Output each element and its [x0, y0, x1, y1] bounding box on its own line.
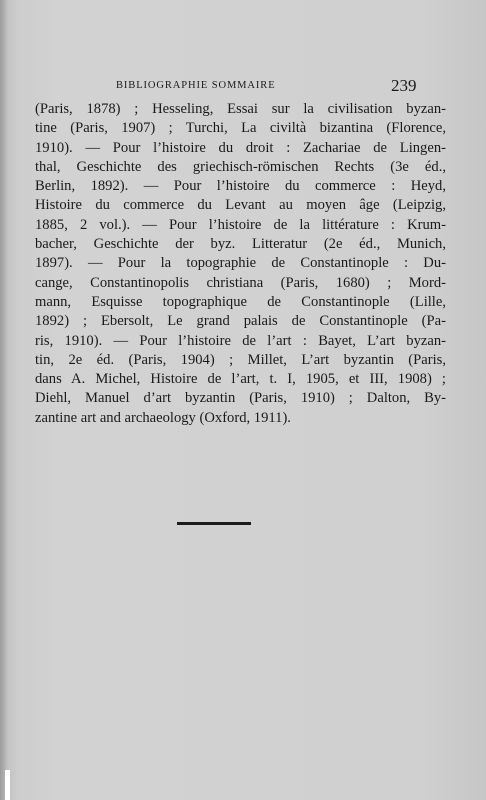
text-line: 1897). — Pour la topographie de Constantinople : Du-: [35, 255, 446, 272]
text-line: 1885, 2 vol.). — Pour l’histoire de la littérature : Krum-: [35, 216, 446, 233]
section-end-rule: [177, 522, 251, 525]
scan-edge-mark: [5, 770, 10, 800]
text-line: mann, Esquisse topographique de Constantinople (Lille,: [35, 293, 446, 310]
text-line: (Paris, 1878) ; Hesseling, Essai sur la civilisation byzan-: [35, 101, 446, 117]
text-line: dans A. Michel, Histoire de l’art, t. I, 1905, et III, 1908) ;: [35, 371, 446, 388]
spine-shadow: [0, 0, 8, 800]
page-number: 239: [391, 76, 417, 95]
text-line: bacher, Geschichte der byz. Litteratur (2e éd., Munich,: [35, 236, 446, 253]
text-line: zantine art and archaeology (Oxford, 1911).: [35, 409, 291, 426]
text-line: ris, 1910). — Pour l’histoire de l’art : Bayet, L’art byzan-: [35, 332, 446, 349]
running-head: BIBLIOGRAPHIE SOMMAIRE: [116, 80, 276, 91]
text-line: tin, 2e éd. (Paris, 1904) ; Millet, L’art byzantin (Paris,: [35, 351, 446, 368]
text-line: 1910). — Pour l’histoire du droit : Zachariae de Lingen-: [35, 139, 446, 156]
text-line: Diehl, Manuel d’art byzantin (Paris, 1910) ; Dalton, By-: [35, 390, 446, 407]
text-line: thal, Geschichte des griechisch-römischen Rechts (3e éd.,: [35, 158, 446, 175]
text-line: Histoire du commerce du Levant au moyen âge (Leipzig,: [35, 197, 446, 214]
text-line: 1892) ; Ebersolt, Le grand palais de Constantinople (Pa-: [35, 313, 446, 330]
page-header: [0, 78, 486, 98]
text-line: Berlin, 1892). — Pour l’histoire du commerce : Heyd,: [35, 178, 446, 195]
bibliography-text: [35, 100, 446, 428]
text-line: tine (Paris, 1907) ; Turchi, La civiltà bizantina (Florence,: [35, 120, 446, 137]
text-line: cange, Constantinopolis christiana (Paris, 1680) ; Mord-: [35, 274, 446, 291]
